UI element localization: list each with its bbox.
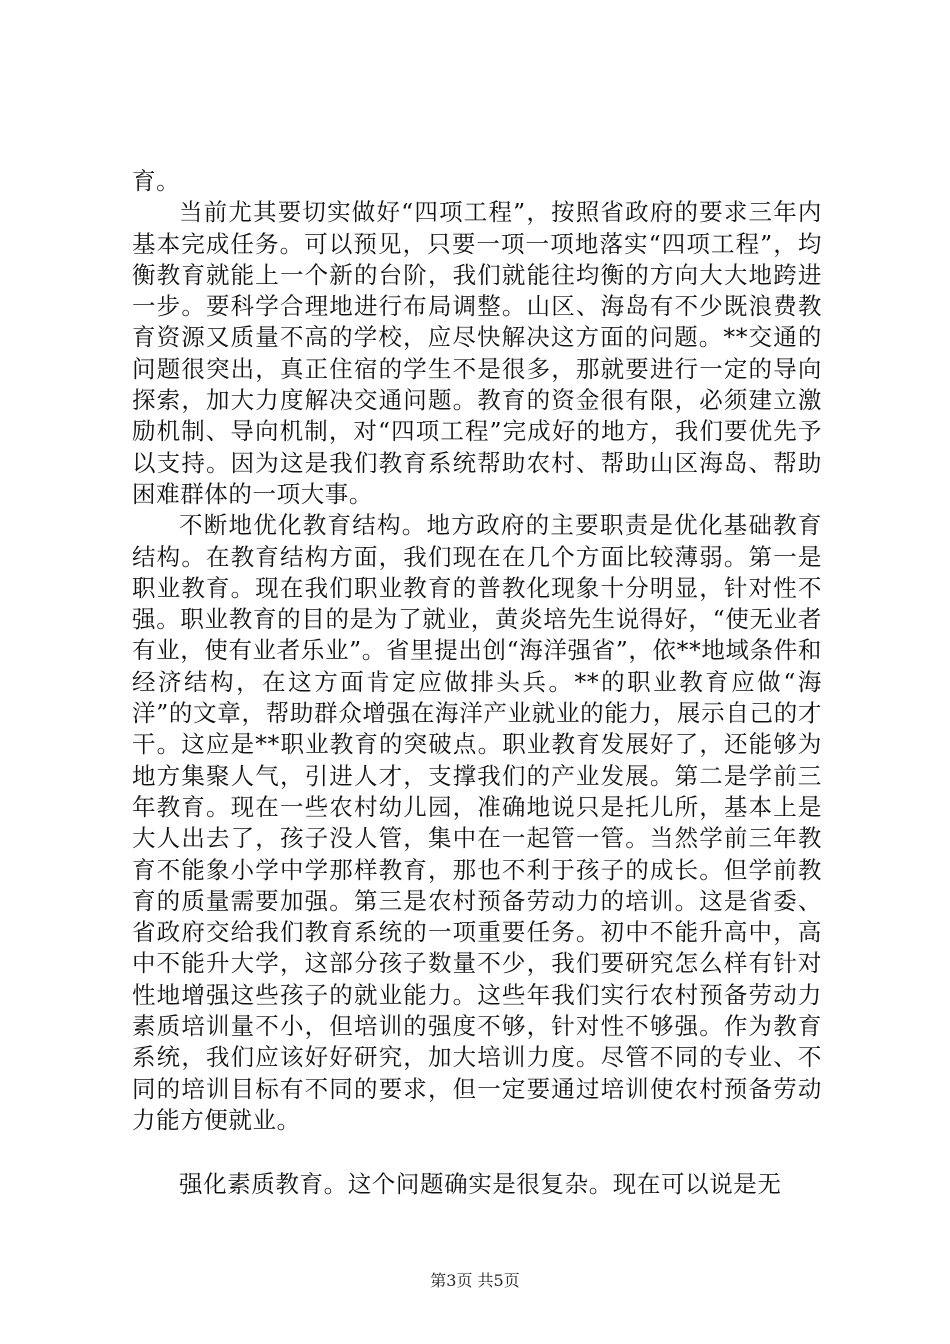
paragraph-continuation: 育。 bbox=[132, 167, 181, 195]
paragraph-four-projects: 当前尤其要切实做好“四项工程”，按照省政府的要求三年内基本完成任务。可以预见，只要一项一项地落实“四项工程”，均衡教育就能上一个新的台阶，我们就能往均衡的方向大大地跨进一步。要科学合理地进行布局调整。山区、海岛有不少既浪费教育资源又质量不高的学校，应尽快解决这方面的问题。**交通的问题很突出，真正住宿的学生不是很多，那就要进行一定的导向探索，加大力度解决交通问题。教育的资金很有限，必须建立激励机制、导向机制，对“四项工程”完成好的地方，我们要优先予以支持。因为这是我们教育系统帮助农村、帮助山区海岛、帮助困难群体的一项大事。 bbox=[132, 198, 822, 508]
paragraph-quality-education: 强化素质教育。这个问题确实是很复杂。现在可以说是无 bbox=[179, 1170, 782, 1199]
page-footer: 第3页 共5页 bbox=[430, 1271, 520, 1290]
document-body bbox=[132, 166, 822, 1201]
paragraph-education-structure: 不断地优化教育结构。地方政府的主要职责是优化基础教育结构。在教育结构方面，我们现在在几个方面比较薄弱。第一是职业教育。现在我们职业教育的普教化现象十分明显，针对性不强。职业教育的目的是为了就业，黄炎培先生说得好，“使无业者有业，使有业者乐业”。省里提出创“海洋强省”，依**地域条件和经济结构，在这方面肯定应做排头兵。**的职业教育应做“海洋”的文章，帮助群众增强在海洋产业就业的能力，展示自己的才干。这应是**职业教育的突破点。职业教育发展好了，还能够为地方集聚人气，引进人才，支撑我们的产业发展。第二是学前三年教育。现在一些农村幼儿园，准确地说只是托儿所，基本上是大人出去了，孩子没人管，集中在一起管一管。当然学前三年教育不能象小学中学那样教育，那也不利于孩子的成长。但学前教育的质量需要加强。第三是农村预备劳动力的培训。这是省委、省政府交给我们教育系统的一项重要任务。初中不能升高中，高中不能升大学，这部分孩子数量不少，我们要研究怎么样有针对性地增强这些孩子的就业能力。这些年我们实行农村预备劳动力素质培训量不小，但培训的强度不够，针对性不够强。作为教育系统，我们应该好好研究，加大培训力度。尽管不同的专业、不同的培训目标有不同的要求，但一定要通过培训使农村预备劳动力能方便就业。 bbox=[132, 511, 822, 1134]
